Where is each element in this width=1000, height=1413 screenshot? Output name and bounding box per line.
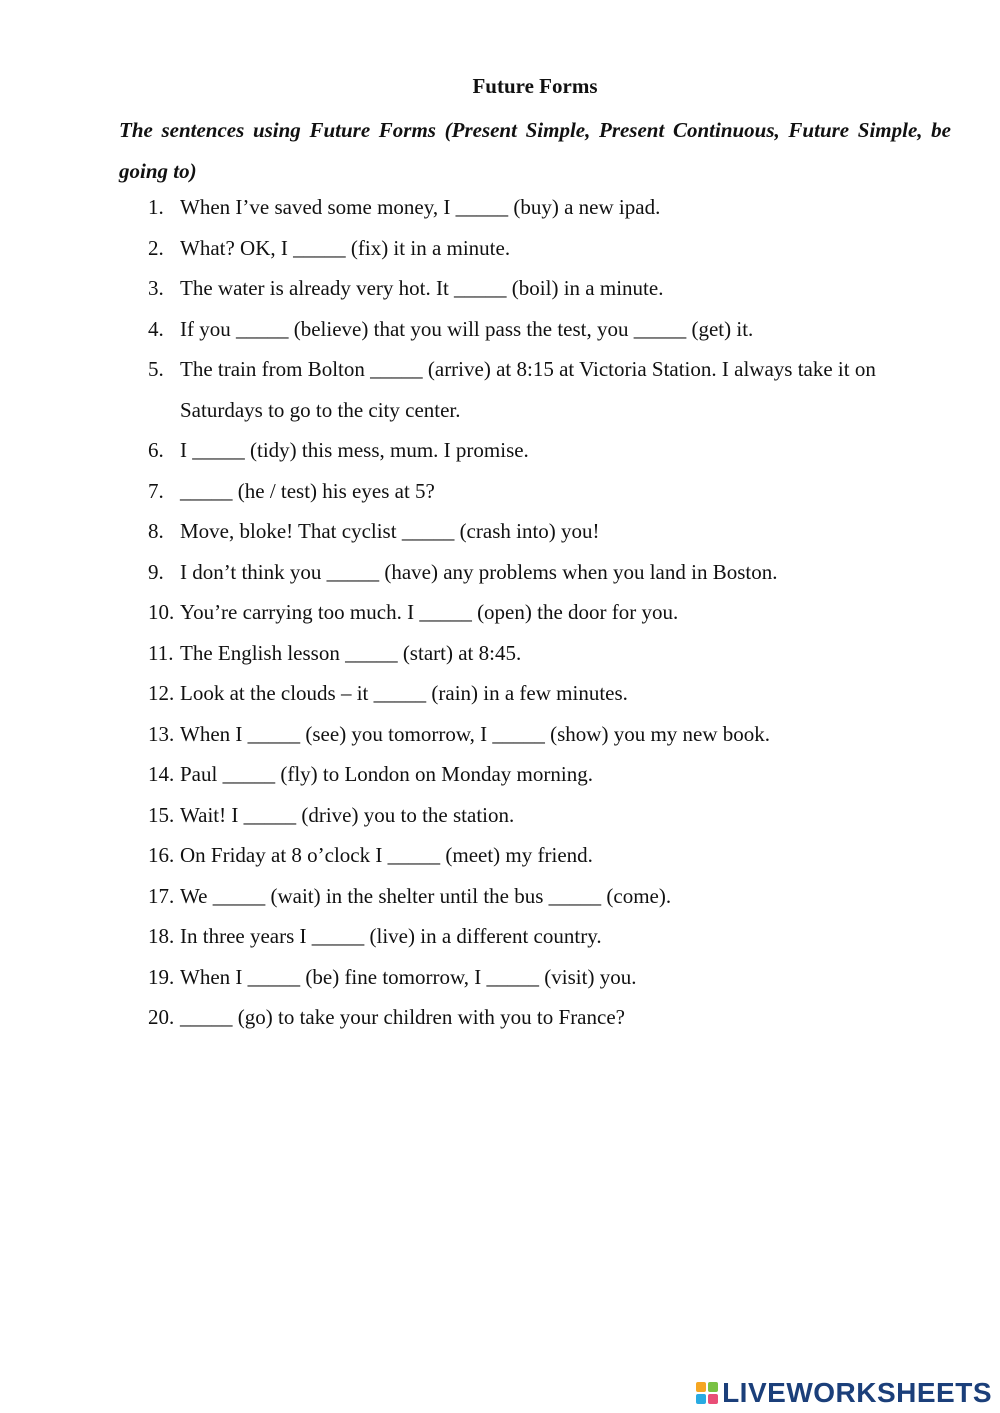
liveworksheets-logo — [696, 1374, 992, 1412]
logo-square-icon — [696, 1382, 706, 1392]
exercise-number: 13. — [148, 721, 175, 746]
exercise-item — [0, 309, 951, 350]
exercise-number: 10. — [148, 600, 175, 624]
exercise-number: 11. — [148, 640, 174, 665]
exercise-number: 14. — [148, 762, 175, 786]
exercise-text: Look at the clouds – it _____ (rain) in a few minutes. — [180, 681, 628, 705]
exercise-text: When I _____ (be) fine tomorrow, I _____ (visit) you. — [180, 964, 637, 989]
page-title: Future Forms — [472, 74, 598, 98]
exercise-text: Paul _____ (fly) to London on Monday morning. — [180, 762, 593, 786]
exercise-item — [0, 916, 951, 957]
exercise-number: 16. — [148, 843, 175, 867]
exercise-text: When I _____ (see) you tomorrow, I _____ (show) you my new book. — [180, 721, 771, 746]
instructions: The sentences using Future Forms (Present Simple, Present Continuous, Future Simple, be going to) — [119, 118, 951, 183]
exercise-number: 3. — [148, 276, 164, 300]
exercise-item — [0, 471, 951, 512]
exercise-number: 4. — [148, 316, 164, 341]
exercise-list — [0, 187, 1000, 1038]
exercise-text: _____ (he / test) his eyes at 5? — [180, 478, 435, 503]
exercise-number: 19. — [148, 964, 175, 989]
exercise-number: 7. — [148, 478, 164, 503]
exercise-text: The train from Bolton _____ (arrive) at 8:15 at Victoria Station. I always take it on Saturdays to go to the city center. — [180, 357, 876, 422]
exercise-number: 6. — [148, 438, 164, 462]
exercise-text: If you _____ (believe) that you will pass the test, you _____ (get) it. — [180, 316, 754, 341]
exercise-item — [0, 795, 951, 836]
exercise-item — [0, 430, 951, 471]
logo-icon — [696, 1382, 718, 1404]
exercise-text: The English lesson _____ (start) at 8:45. — [180, 640, 522, 665]
exercise-number: 18. — [148, 924, 175, 948]
exercise-number: 8. — [148, 519, 164, 543]
exercise-item — [0, 835, 951, 876]
exercise-item — [0, 349, 951, 430]
exercise-text: Wait! I _____ (drive) you to the station. — [180, 802, 515, 827]
exercise-item — [0, 268, 951, 309]
exercise-number: 5. — [148, 357, 164, 381]
exercise-item — [0, 633, 951, 674]
logo-text: LIVEWORKSHEETS — [722, 1377, 992, 1408]
exercise-number: 2. — [148, 235, 164, 260]
exercise-item — [0, 754, 951, 795]
logo-square-icon — [696, 1394, 706, 1404]
exercise-text: _____ (go) to take your children with you to France? — [180, 1005, 625, 1029]
exercise-item — [0, 673, 951, 714]
exercise-item — [0, 187, 951, 228]
exercise-text: The water is already very hot. It _____ (boil) in a minute. — [180, 276, 664, 300]
exercise-text: Move, bloke! That cyclist _____ (crash into) you! — [180, 519, 600, 543]
exercise-text: You’re carrying too much. I _____ (open) the door for you. — [180, 600, 679, 624]
exercise-item — [0, 714, 951, 755]
exercise-text: In three years I _____ (live) in a different country. — [180, 924, 602, 948]
exercise-number: 12. — [148, 681, 175, 705]
exercise-text: We _____ (wait) in the shelter until the bus _____ (come). — [180, 883, 672, 908]
exercise-item — [0, 228, 951, 269]
logo-square-icon — [708, 1394, 718, 1404]
exercise-text: On Friday at 8 o’clock I _____ (meet) my friend. — [180, 843, 593, 867]
exercise-text: I don’t think you _____ (have) any problems when you land in Boston. — [180, 559, 778, 584]
logo-square-icon — [708, 1382, 718, 1392]
exercise-item — [0, 592, 951, 633]
exercise-item — [0, 552, 951, 593]
exercise-number: 1. — [148, 195, 164, 219]
exercise-item — [0, 997, 951, 1038]
exercise-text: I _____ (tidy) this mess, mum. I promise. — [180, 438, 529, 462]
exercise-text: What? OK, I _____ (fix) it in a minute. — [180, 235, 511, 260]
exercise-number: 15. — [148, 802, 175, 827]
exercise-number: 9. — [148, 559, 164, 584]
exercise-text: When I’ve saved some money, I _____ (buy) a new ipad. — [180, 195, 661, 219]
exercise-item — [0, 876, 951, 917]
exercise-number: 17. — [148, 883, 175, 908]
exercise-item — [0, 957, 951, 998]
exercise-number: 20. — [148, 1005, 175, 1029]
exercise-item — [0, 511, 951, 552]
